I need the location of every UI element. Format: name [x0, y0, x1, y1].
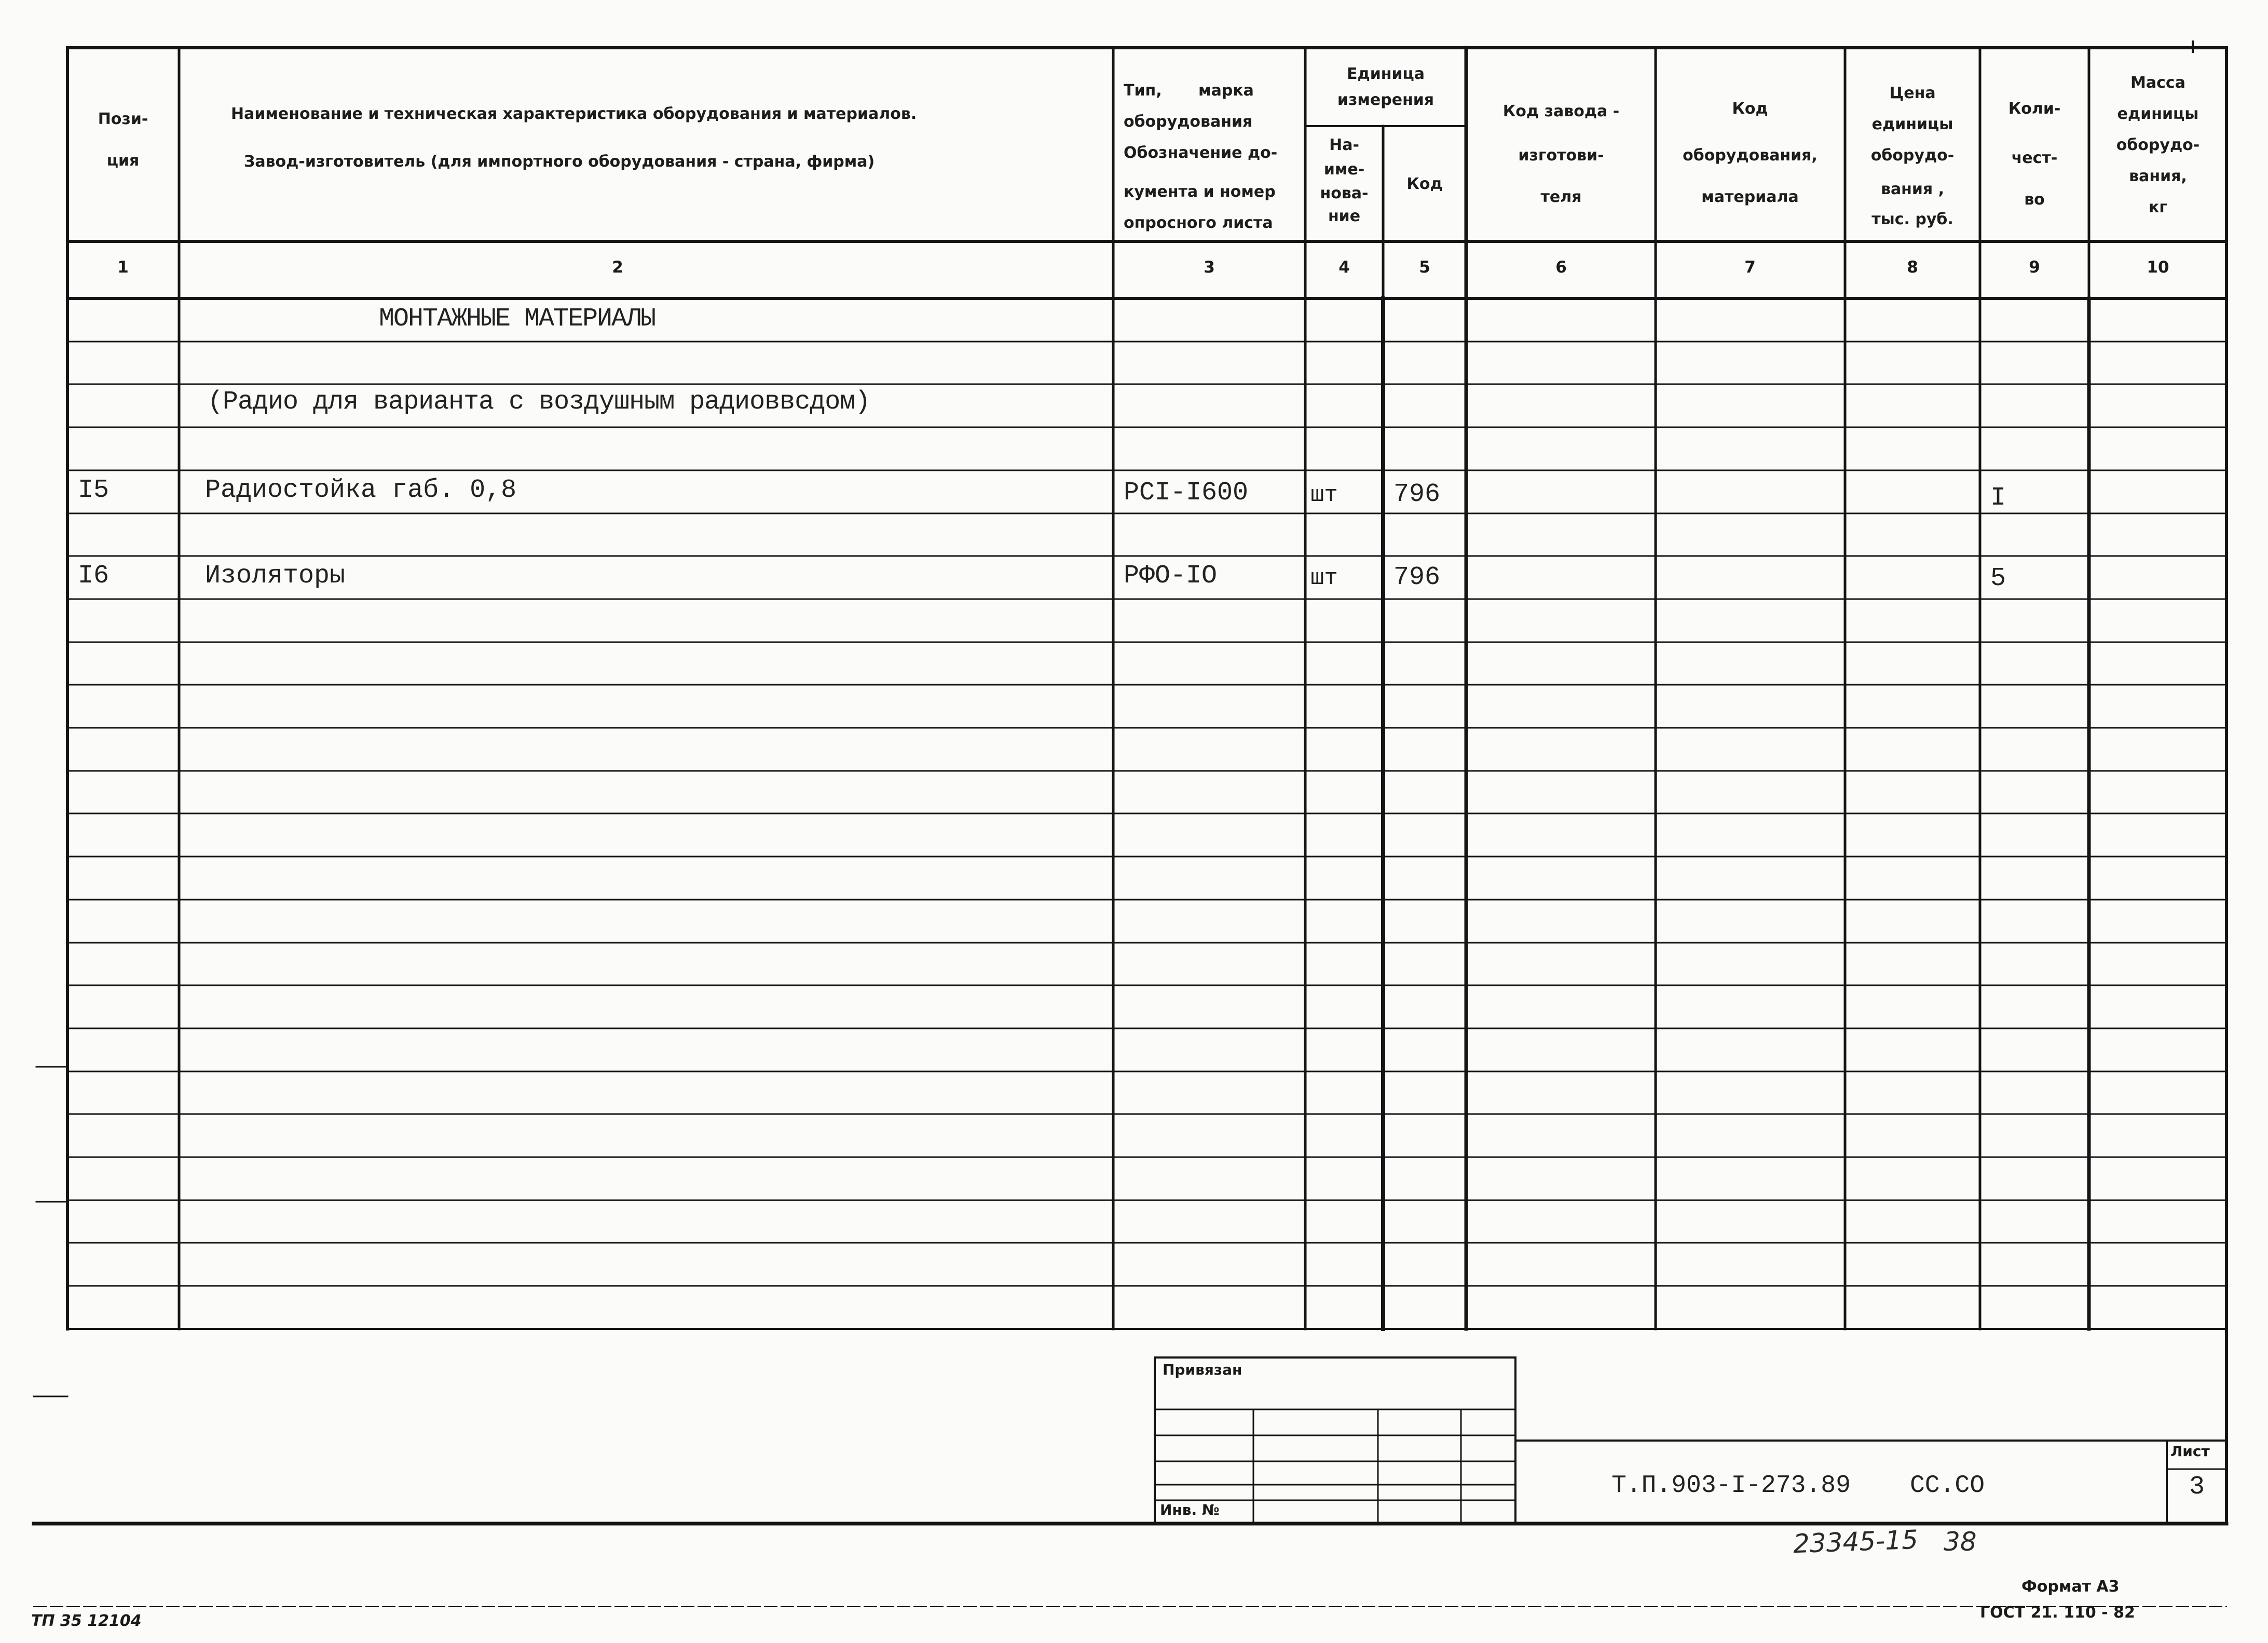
header-unit-code: Код — [1406, 175, 1443, 193]
header-type-line5: опросного листа — [1124, 214, 1273, 232]
column-number-4: 4 — [1338, 258, 1350, 277]
section-title: МОНТАЖНЫЕ МАТЕРИАЛЫ — [379, 304, 655, 334]
document-code: Т.П.903-I-273.89 — [1611, 1472, 1851, 1500]
header-type-line3: Обозначение до- — [1124, 144, 1278, 162]
sheet-number: 3 — [2189, 1472, 2205, 1502]
footer-gost: ГОСТ 21. 110 - 82 — [1980, 1604, 2135, 1622]
column-number-1: 1 — [117, 258, 129, 277]
footer-left-code: ТП 35 12104 — [31, 1612, 142, 1630]
header-factory-code-line1: Код завода - — [1502, 102, 1620, 120]
header-type-line2: оборудования — [1124, 113, 1253, 131]
column-number-7: 7 — [1744, 258, 1756, 277]
item-unit: шт — [1310, 482, 1338, 508]
header-mass-line5: кг — [2148, 198, 2168, 216]
handwritten-page-number: 38 — [1944, 1527, 1977, 1557]
column-number-10: 10 — [2147, 258, 2169, 277]
header-equipment-code-line2: оборудования, — [1683, 146, 1818, 165]
column-number-9: 9 — [2029, 258, 2040, 277]
footer-format: Формат А3 — [2021, 1578, 2120, 1596]
item-position: I6 — [78, 561, 110, 591]
header-unit-name-line2: име- — [1323, 160, 1365, 179]
document-suffix: СС.СО — [1910, 1472, 1985, 1500]
header-position-line2: ция — [106, 152, 140, 170]
sheet-label: Лист — [2170, 1443, 2210, 1460]
stamp-inventory-label: Инв. № — [1160, 1501, 1220, 1518]
header-name-line2: Завод-изготовитель (для импортного оборудования - страна, фирма) — [244, 153, 875, 171]
header-unit-name-line3: нова- — [1320, 184, 1369, 202]
column-number-2: 2 — [612, 258, 623, 277]
item-name: Радиостойка габ. 0,8 — [205, 476, 517, 505]
header-unit-name-line4: ние — [1328, 207, 1361, 225]
header-mass-line2: единицы — [2117, 105, 2199, 123]
column-number-8: 8 — [1907, 258, 1918, 277]
handwritten-archive-number: 23345-15 — [1793, 1524, 1919, 1559]
header-factory-code-line2: изготови- — [1518, 146, 1604, 165]
header-price-line1: Цена — [1889, 84, 1936, 102]
header-mass-line1: Масса — [2130, 74, 2185, 92]
item-unit-code: 796 — [1393, 480, 1441, 509]
header-type-line4: кумента и номер — [1124, 183, 1276, 201]
item-unit-code: 796 — [1393, 563, 1441, 592]
header-factory-code-line3: теля — [1540, 188, 1582, 206]
header-name-line1: Наименование и техническая характеристика оборудования и материалов. — [231, 105, 917, 123]
item-type: PCI-I600 — [1124, 478, 1249, 508]
header-equipment-code-line1: Код — [1732, 100, 1768, 118]
header-unit-name-line1: На- — [1329, 136, 1359, 154]
header-position-line1: Пози- — [98, 110, 148, 128]
header-unit-group-line1: Единица — [1347, 65, 1425, 83]
header-price-line5: тыс. руб. — [1871, 210, 1953, 228]
header-price-line3: оборудо- — [1870, 146, 1955, 165]
header-price-line2: единицы — [1871, 115, 1953, 133]
item-name: Изоляторы — [205, 561, 346, 591]
column-number-5: 5 — [1419, 258, 1430, 277]
header-mass-line4: вания, — [2129, 167, 2187, 185]
header-unit-group-line2: измерения — [1337, 91, 1434, 109]
item-quantity: I — [1990, 483, 2006, 513]
item-position: I5 — [78, 476, 110, 505]
header-quantity-line3: во — [2024, 191, 2045, 209]
column-number-3: 3 — [1204, 258, 1215, 277]
header-mass-line3: оборудо- — [2116, 136, 2200, 154]
header-quantity-line1: Коли- — [2008, 100, 2061, 118]
header-quantity-line2: чест- — [2011, 149, 2058, 167]
stamp-bound-label: Привязан — [1163, 1361, 1242, 1378]
item-type: РФО-IО — [1124, 561, 1218, 591]
item-unit: шт — [1310, 565, 1338, 591]
header-price-line4: вания , — [1880, 180, 1945, 198]
header-type-line1: Тип, марка — [1124, 82, 1254, 100]
section-subtitle: (Радио для варианта с воздушным радиоввсдом) — [208, 387, 870, 417]
header-equipment-code-line3: материала — [1701, 188, 1799, 206]
item-quantity: 5 — [1990, 564, 2006, 593]
column-number-6: 6 — [1555, 258, 1567, 277]
